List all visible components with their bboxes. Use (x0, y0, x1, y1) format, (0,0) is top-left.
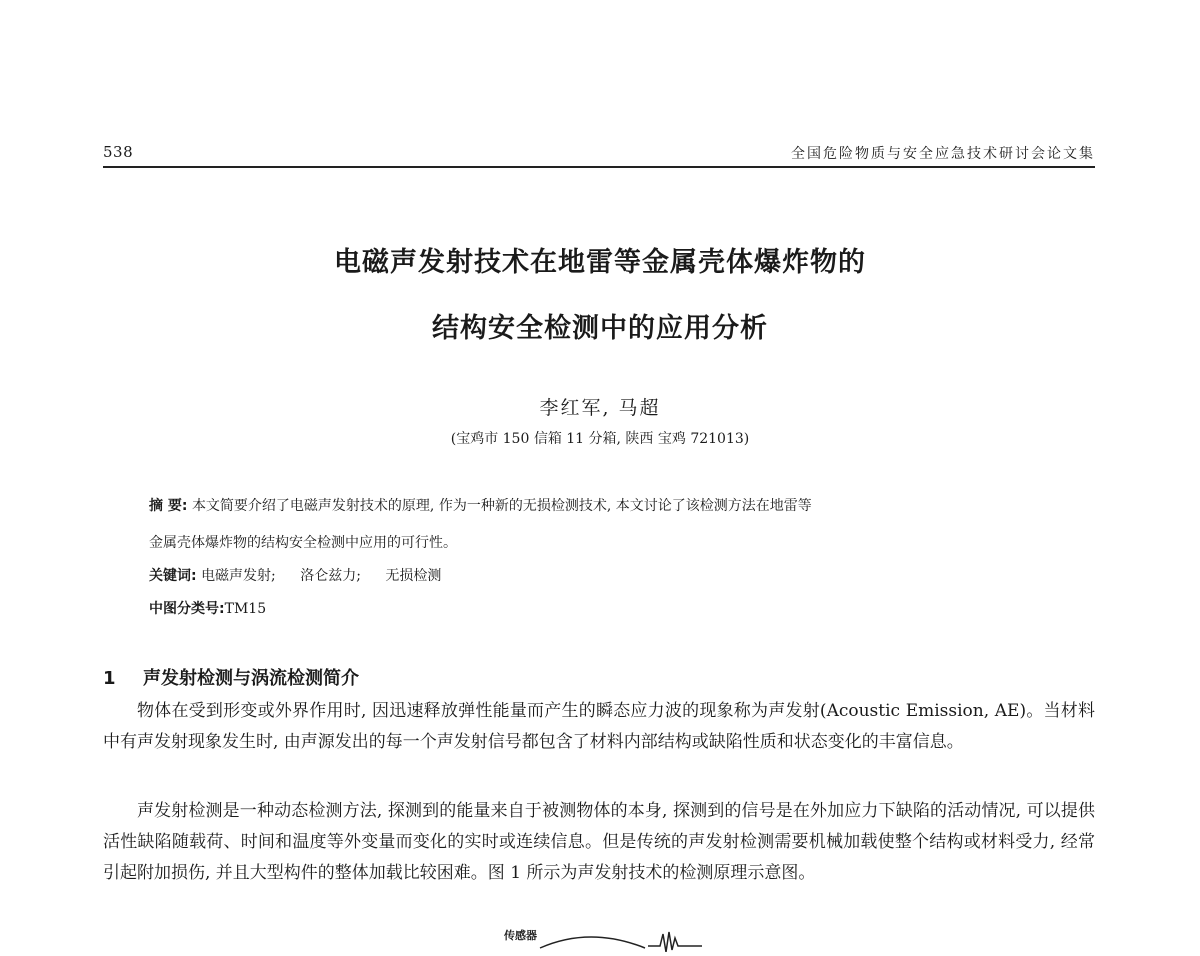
authors: 李红军, 马超 (539, 397, 661, 419)
journal-title: 全国危险物质与安全应急技术研讨会论文集 (791, 146, 1095, 162)
body-paragraph-2: 声发射检测是一种动态检测方法, 探测到的能量来自于被测物体的本身, 探测到的信号是在外加应力下缺陷的活动情况, 可以提供活性缺陷随载荷、时间和温度等外变量而变化的实时或连续信息。但是传统的声发射检测需要机械加载使整个结构或材料受力, 经常引起附加损伤, 并且大型构件的整体加载比较困难。图 1 所示为声发射技术的检测原理示意图。 (103, 801, 1095, 883)
section-heading (103, 664, 359, 690)
classification-label: 中图分类号: (149, 601, 225, 617)
abstract-text-1: 本文简要介绍了电磁声发射技术的原理, 作为一种新的无损检测技术, 本文讨论了该检测方法在地雷等 (191, 498, 812, 514)
section-number: 1 (103, 668, 116, 689)
header-rule (103, 166, 1095, 168)
classification-code: TM15 (224, 601, 267, 617)
abstract-line2 (149, 533, 1095, 553)
abstract-line1 (149, 496, 1095, 516)
keywords-line (149, 566, 1095, 586)
paper-title-line2: 结构安全检测中的应用分析 (432, 313, 768, 344)
affiliation: (宝鸡市 150 信箱 11 分箱, 陕西 宝鸡 721013) (450, 431, 750, 447)
page-number: 538 (103, 143, 134, 161)
waveform (648, 932, 702, 952)
abstract-text-2: 金属壳体爆炸物的结构安全检测中应用的可行性。 (149, 535, 457, 551)
keyword: 电磁声发射; (201, 568, 276, 584)
keyword: 洛仑兹力; (300, 568, 361, 584)
keyword: 无损检测 (385, 568, 442, 584)
section-title: 声发射检测与涡流检测简介 (143, 668, 359, 689)
signal-diagram (470, 928, 730, 952)
sensor-label: 传感器 (504, 929, 537, 942)
classification-line (149, 599, 1095, 619)
figure-1-partial (470, 928, 730, 952)
body-paragraph-1: 物体在受到形变或外界作用时, 因迅速释放弹性能量而产生的瞬态应力波的现象称为声发射(Acoustic Emission, AE)。当材料中有声发射现象发生时, 由声源发出的每一个声发射信号都包含了材料内部结构或缺陷性质和状态变化的丰富信息。 (103, 701, 1095, 752)
keywords-label: 关键词: (149, 568, 197, 584)
signal-arc (540, 937, 645, 948)
paper-title-line1: 电磁声发射技术在地雷等金属壳体爆炸物的 (334, 247, 866, 278)
abstract-label: 摘 要: (149, 498, 188, 514)
page-header (103, 143, 1095, 167)
